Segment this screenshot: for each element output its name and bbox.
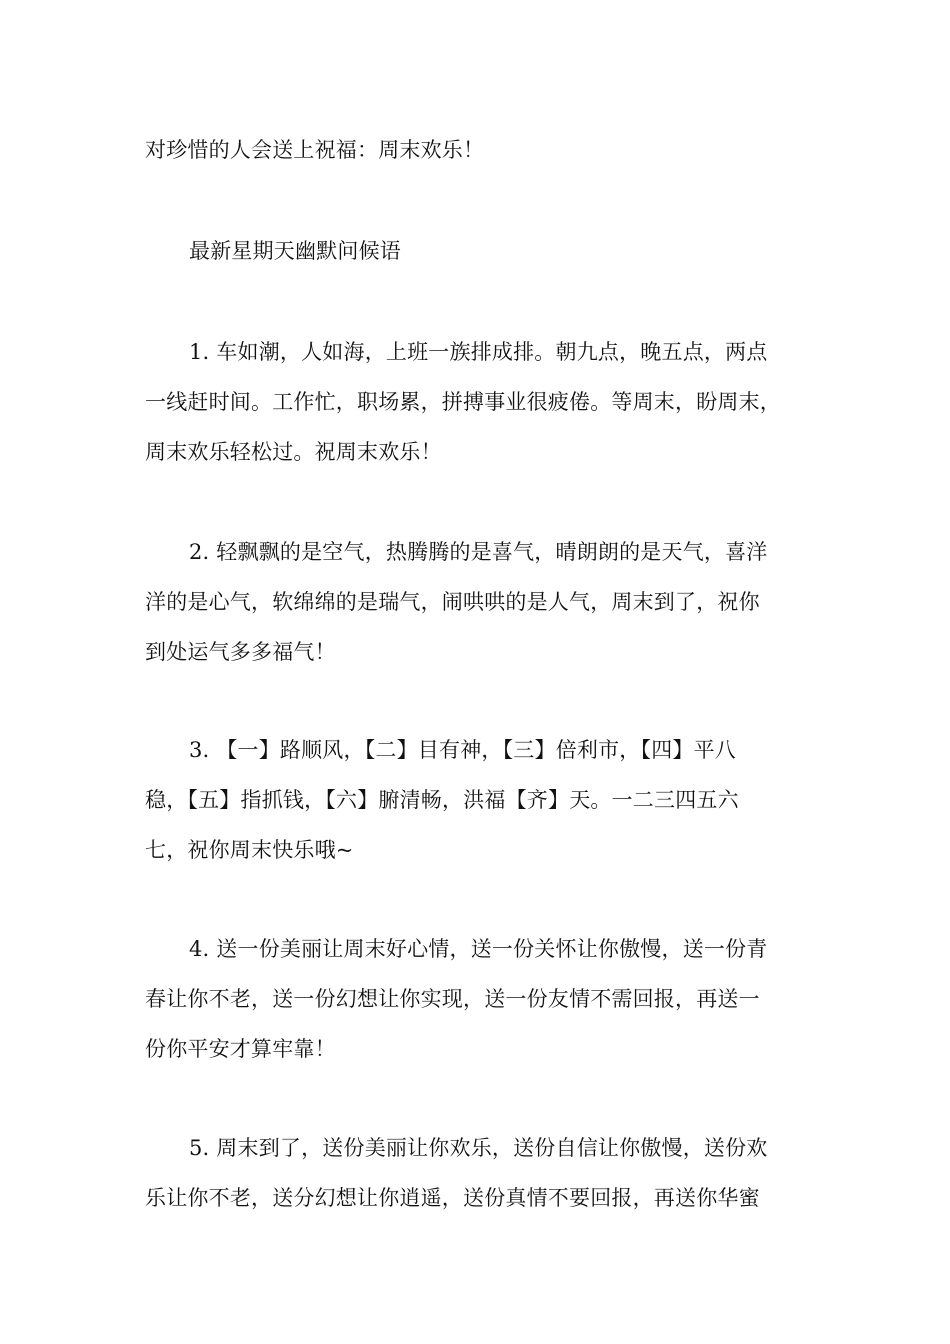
item-1-line-1: 1. 车如潮，人如海，上班一族排成排。朝九点，晚五点，两点 [189, 340, 768, 364]
item-1-line-3: 周末欢乐轻松过。祝周末欢乐！ [145, 440, 442, 464]
item-3-line-1: 3. 【一】路顺风，【二】目有神，【三】倍利市，【四】平八 [189, 738, 737, 762]
item-5-line-2: 乐让你不老，送分幻想让你逍遥，送份真情不要回报，再送你华蜜 [145, 1186, 760, 1210]
item-3-line-3: 七，祝你周末快乐哦~ [145, 838, 354, 862]
item-3-line-2: 稳，【五】指抓钱，【六】腑清畅，洪福【齐】天。一二三四五六 [145, 788, 739, 812]
item-5-line-1: 5. 周末到了，送份美丽让你欢乐，送份自信让你傲慢，送份欢 [189, 1136, 768, 1160]
item-2-line-1: 2. 轻飘飘的是空气，热腾腾的是喜气，晴朗朗的是天气，喜洋 [189, 540, 768, 564]
item-4-line-2: 春让你不老，送一份幻想让你实现，送一份友情不需回报，再送一 [145, 987, 760, 1011]
item-2-line-3: 到处运气多多福气！ [145, 640, 336, 664]
item-4-line-1: 4. 送一份美丽让周末好心情，送一份关怀让你傲慢，送一份青 [189, 937, 768, 961]
item-2-line-2: 洋的是心气，软绵绵的是瑞气，闹哄哄的是人气，周末到了，祝你 [145, 590, 760, 614]
intro-line: 对珍惜的人会送上祝福：周末欢乐！ [145, 138, 485, 162]
item-4-line-3: 份你平安才算牢靠！ [145, 1037, 336, 1061]
item-1-line-2: 一线赶时间。工作忙，职场累，拼搏事业很疲倦。等周末，盼周末， [145, 390, 781, 414]
section-heading: 最新星期天幽默问候语 [189, 239, 401, 263]
